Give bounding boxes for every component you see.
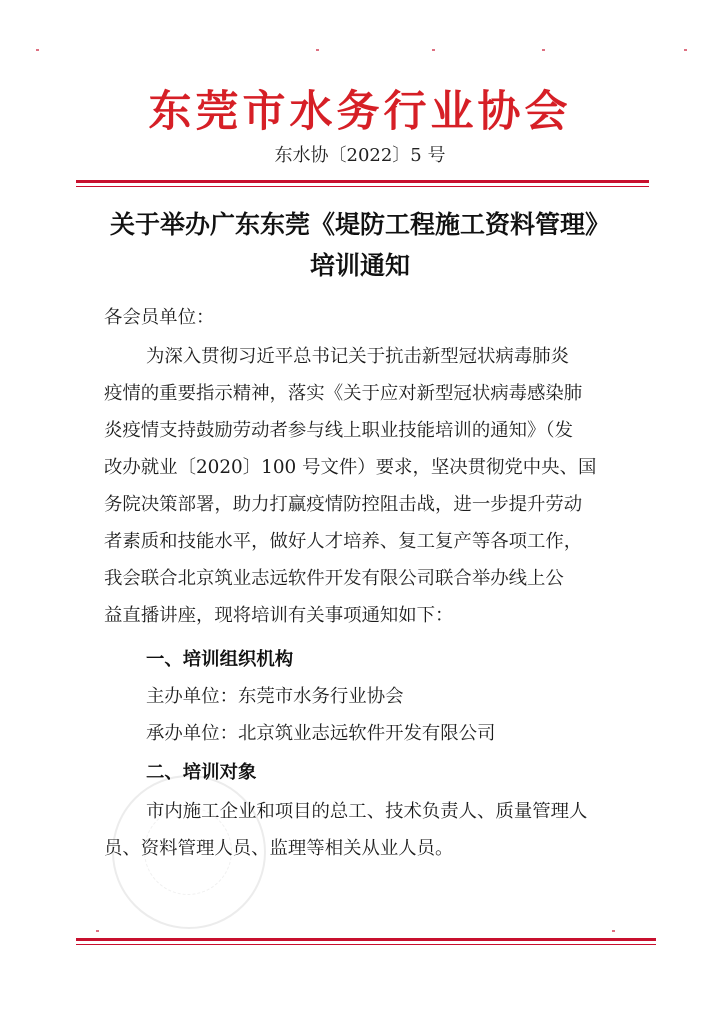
section-heading-organization: 一、培训组织机构 xyxy=(146,649,294,670)
salutation: 各会员单位： xyxy=(104,307,215,328)
organizer-unit: 承办单位：北京筑业志远软件开发有限公司 xyxy=(146,723,496,744)
scan-speck xyxy=(36,49,39,51)
scan-speck xyxy=(316,49,319,51)
paragraph-line: 者素质和技能水平，做好人才培养、复工复产等各项工作， xyxy=(104,531,583,552)
footer-divider xyxy=(76,938,656,941)
paragraph-line: 为深入贯彻习近平总书记关于抗击新型冠状病毒肺炎 xyxy=(146,346,569,367)
organization-title: 东莞市水务行业协会 xyxy=(148,87,572,137)
notice-title-line2: 培训通知 xyxy=(309,251,410,280)
scan-speck xyxy=(96,930,99,932)
scan-speck xyxy=(684,49,687,51)
paragraph-line: 改办就业〔2020〕100 号文件）要求，坚决贯彻党中央、国 xyxy=(104,457,597,478)
paragraph-line: 疫情的重要指示精神，落实《关于应对新型冠状病毒感染肺 xyxy=(104,383,583,404)
footer-divider-thin xyxy=(76,944,656,945)
host-unit: 主办单位：东莞市水务行业协会 xyxy=(146,686,404,707)
header-divider-thin xyxy=(76,186,649,187)
paragraph-line: 员、资料管理人员、监理等相关从业人员。 xyxy=(104,838,454,859)
document-number: 东水协〔2022〕5 号 xyxy=(274,145,446,166)
header-divider xyxy=(76,180,649,183)
section-heading-audience: 二、培训对象 xyxy=(146,762,257,783)
paragraph-line: 市内施工企业和项目的总工、技术负责人、质量管理人 xyxy=(146,801,588,822)
scan-speck xyxy=(612,930,615,932)
scan-speck xyxy=(432,49,435,51)
paragraph-line: 务院决策部署，助力打赢疫情防控阻击战，进一步提升劳动 xyxy=(104,494,583,515)
paragraph-line: 益直播讲座，现将培训有关事项通知如下： xyxy=(104,605,454,626)
notice-title-line1: 关于举办广东东莞《堤防工程施工资料管理》 xyxy=(109,210,610,239)
paragraph-line: 炎疫情支持鼓励劳动者参与线上职业技能培训的通知》（发 xyxy=(104,420,573,441)
audience-paragraph xyxy=(104,793,587,867)
intro-paragraph xyxy=(104,338,632,634)
scan-speck xyxy=(542,49,545,51)
paragraph-line: 我会联合北京筑业志远软件开发有限公司联合举办线上公 xyxy=(104,568,564,589)
